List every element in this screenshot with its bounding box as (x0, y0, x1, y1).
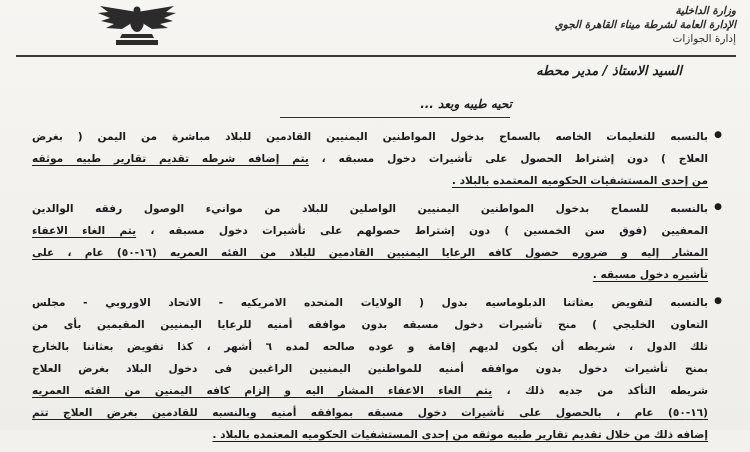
text-line (32, 170, 708, 192)
text-line (32, 336, 708, 358)
greeting: تحيه طيبه وبعد ... (420, 97, 512, 111)
ministry-name: وزارة الداخلية (675, 5, 736, 17)
directorate-name: الإدارة العامة لشرطة ميناء القاهرة الجوي (554, 19, 736, 31)
line-underlined-text: المشار إليه و ضروره حصول كافه الرعايا اليمنيين القادمين للبلاد من الفئه العمريه (١٦-٥٠) عام ، على (32, 247, 708, 259)
text-line (32, 264, 708, 286)
text-line (32, 314, 708, 336)
paragraph-2 (32, 198, 722, 286)
line-underlined-text: يتم إضافه شرطه تقديم تقارير طبيه موثقه (32, 153, 309, 165)
text-line (32, 242, 708, 264)
line-text: بالنسبه للتعليمات الخاصه بالسماح بدخول المواطنين اليمنيين القادمين للبلاد مباشرة من اليمن ( بغرض (32, 131, 708, 143)
text-line (32, 424, 708, 446)
text-line (32, 292, 708, 314)
line-underlined-text: (١٦-٥٠) عام ، بالحصول على تأشيرات دخول مسبقه بموافقه أمنيه وبالنسبه للقادمين بغرض العلاج تتم (32, 407, 708, 419)
bullet-icon: ● (714, 202, 722, 212)
text-line (32, 198, 708, 220)
line-text: شريطه التأكد من جديه ذلك ، (492, 385, 708, 397)
letter-body (32, 126, 722, 452)
text-line (32, 126, 708, 148)
text-line (32, 402, 708, 424)
line-text: التعاون الخليجي ) منح تأشيرات دخول مسبقه بدون موافقه أمنيه للرعايا اليمنيين المقيمين بأى من (32, 319, 708, 331)
text-line (32, 380, 708, 402)
bullet-icon: ● (714, 130, 722, 140)
line-text: المعفيين (فوق سن الخمسين ) دون إشتراط حصولهم على تأشيرات دخول مسبقه ، (136, 225, 708, 237)
bullet-icon: ● (714, 296, 722, 306)
paragraph-1 (32, 126, 722, 192)
line-text: بالنسبه للسماح بدخول المواطنين اليمنيين الواصلين للبلاد من موانيء الوصول رفقه الوالدين (32, 203, 708, 215)
line-text: بالنسبه لتفويض بعثاتنا الدبلوماسيه بدول ( الولايات المتحده الامريكيه - الاتحاد الاوروبي - مجلس (32, 297, 708, 309)
eagle-emblem-icon (94, 4, 180, 48)
line-underlined-text: تأشيره دخول مسبقه . (592, 269, 708, 281)
line-text: العلاج ) دون إشتراط الحصول على تأشيرات دخول مسبقه ، (308, 153, 708, 165)
text-line (32, 220, 708, 242)
greeting-divider (280, 117, 510, 118)
paragraph-3 (32, 292, 722, 446)
salutation: السيد الاستاذ / مدير محطه (536, 64, 682, 79)
line-text: تلك الدول ، شريطه أن يكون لديهم إقامة و عوده صالحه لمده ٦ أشهر ، كذا تفويض بعثاتنا بالخارج (32, 341, 708, 353)
text-line (32, 358, 708, 380)
header-divider (16, 55, 736, 57)
line-underlined-text: من إحدى المستشفيات الحكوميه المعتمده بالبلاد . (451, 175, 708, 187)
letterhead (536, 4, 736, 46)
line-underlined-text: يتم الغاء الاعفاء (32, 225, 137, 237)
department-name: إدارة الجوازات (672, 33, 736, 45)
line-text: بمنح تأشيرات دخول بدون موافقه أمنيه للمواطنين اليمنيين الراغبين فى دخول البلاد بغرض العلاج (32, 363, 708, 375)
line-underlined-text: إضافه ذلك من خلال تقديم تقارير طبيه موثقه من إحدى المستشفيات الحكوميه المعتمده بالبلاد . (212, 429, 708, 441)
line-underlined-text: يتم الغاء الاعفاء المشار اليه و إلزام كافه اليمنين من الفئه العمريه (32, 385, 493, 397)
text-line (32, 148, 708, 170)
